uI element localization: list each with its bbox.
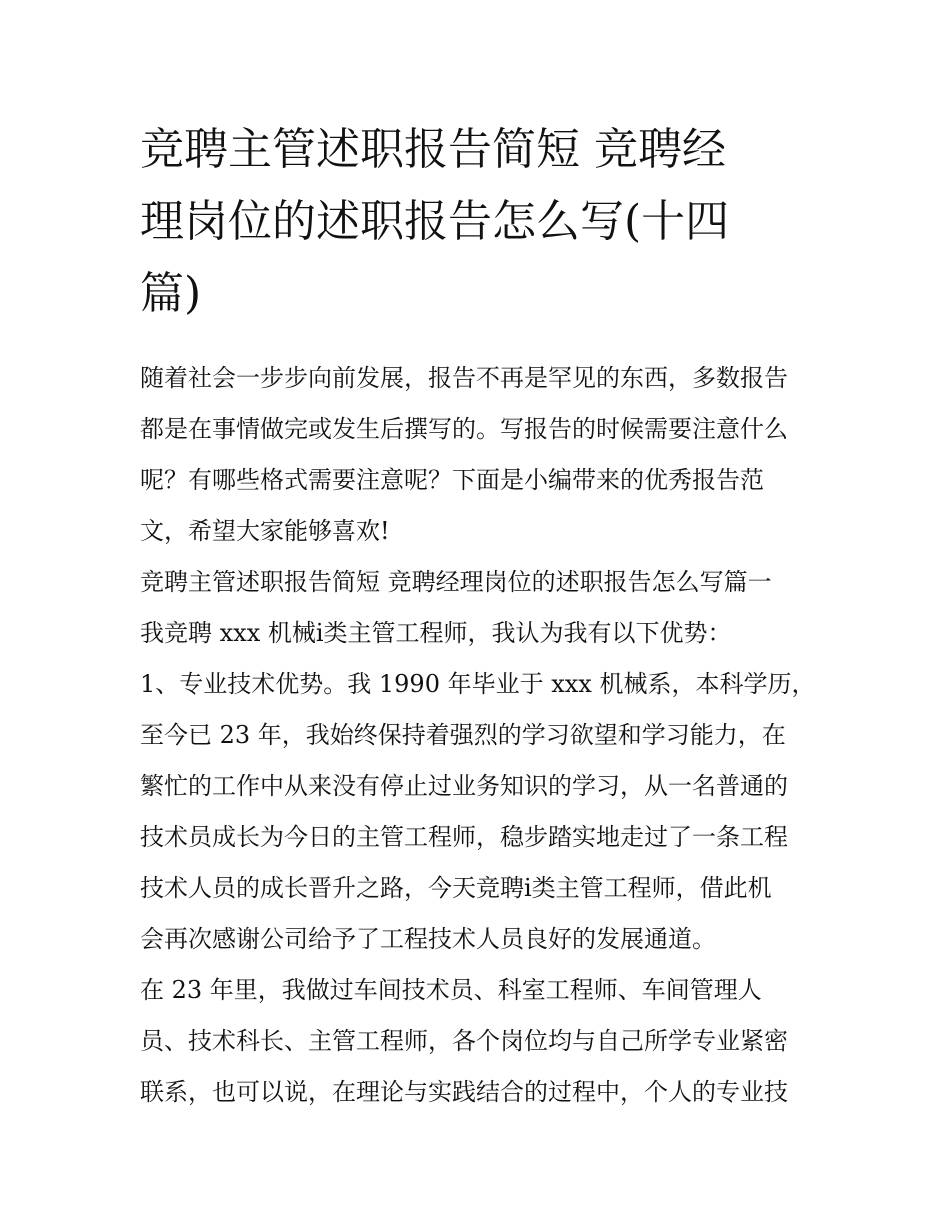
document-title: [140, 114, 820, 330]
section-heading: 竞聘主管述职报告简短 竞聘经理岗位的述职报告怎么写篇一: [140, 568, 772, 596]
body-line-8: 至今已 23 年，我始终保持着强烈的学习欲望和学习能力，在: [140, 721, 786, 749]
body-line-3: 呢？有哪些格式需要注意呢？下面是小编带来的优秀报告范: [140, 466, 764, 494]
title-line-2: 理岗位的述职报告怎么写(十四: [140, 196, 730, 247]
body-line-2: 都是在事情做完或发生后撰写的。写报告的时候需要注意什么: [140, 415, 788, 443]
body-line-7: 1、专业技术优势。我 1990 年毕业于 xxx 机械系，本科学历，: [140, 670, 816, 698]
body-line-1: 随着社会一步步向前发展，报告不再是罕见的东西，多数报告: [140, 364, 788, 392]
title-line-1: 竞聘主管述职报告简短 竞聘经: [140, 124, 726, 175]
body-line-9: 繁忙的工作中从来没有停止过业务知识的学习，从一名普通的: [140, 772, 788, 800]
body-line-12: 会再次感谢公司给予了工程技术人员良好的发展通道。: [140, 925, 716, 953]
body-line-11: 技术人员的成长晋升之路，今天竞聘ⅰ类主管工程师，借此机: [140, 874, 772, 902]
body-line-10: 技术员成长为今日的主管工程师，稳步踏实地走过了一条工程: [140, 823, 788, 851]
body-line-13: 在 23 年里，我做过车间技术员、科室工程师、车间管理人: [140, 976, 762, 1004]
body-line-6: 我竞聘 xxx 机械ⅰ类主管工程师，我认为我有以下优势：: [140, 619, 732, 647]
body-line-4: 文，希望大家能够喜欢!: [140, 517, 390, 545]
body-line-15: 联系，也可以说，在理论与实践结合的过程中，个人的专业技: [140, 1078, 788, 1106]
body-line-14: 员、技术科长、主管工程师，各个岗位均与自己所学专业紧密: [140, 1027, 788, 1055]
title-line-3: 篇): [140, 268, 202, 319]
